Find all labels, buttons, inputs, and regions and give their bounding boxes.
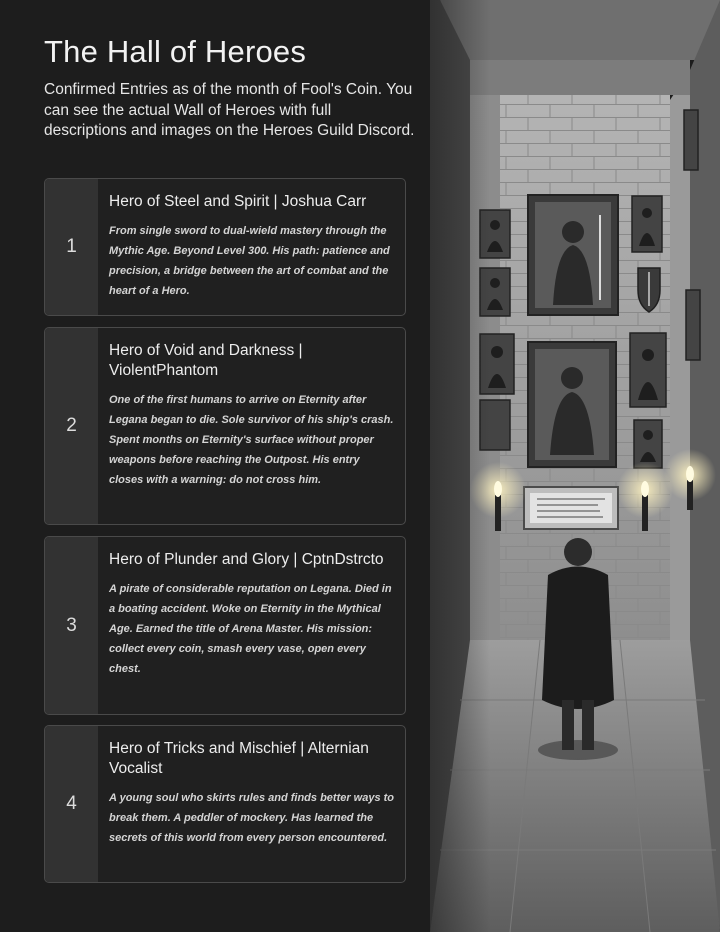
entry-title: Hero of Plunder and Glory | CptnDstrcto (109, 551, 384, 568)
entry-title: Hero of Void and Darkness | ViolentPhantom (109, 342, 303, 379)
entry-body (98, 537, 405, 714)
entry-number: 2 (45, 328, 98, 524)
memorial-plaque-icon (524, 487, 618, 529)
entry-description: From single sword to dual-wield mastery through the Mythic Age. Beyond Level 300. His path: patience and precision, a bridge between the art of combat and the heart of a Hero. (109, 225, 390, 297)
entry-number: 4 (45, 726, 98, 882)
intro-text: Confirmed Entries as of the month of Fool's Coin. You can see the actual Wall of Heroes with full descriptions and images on the Heroes Guild Discord. (44, 81, 415, 139)
entry-title: Hero of Tricks and Mischief | Alternian Vocalist (109, 740, 369, 777)
hero-entry-card (44, 327, 406, 525)
hero-portrait-icon (528, 195, 618, 315)
entry-description: One of the first humans to arrive on Eternity after Legana began to die. Sole survivor of his ship's crash. Spent months on Eternity's surface without proper weapons before reaching the Outpost. His entry closes with a warning: do not cross him. (109, 394, 394, 486)
entry-description: A young soul who skirts rules and finds better ways to break them. A peddler of mockery. Has learned the secrets of this world from every person encountered. (109, 792, 395, 844)
entry-body (98, 726, 405, 882)
hero-entry-card (44, 178, 406, 316)
page-title: The Hall of Heroes (44, 34, 307, 69)
entry-body (98, 179, 405, 315)
hero-entry-card (44, 725, 406, 883)
entry-title: Hero of Steel and Spirit | Joshua Carr (109, 193, 367, 210)
entry-number: 3 (45, 537, 98, 714)
entry-body (98, 328, 405, 524)
entry-number: 1 (45, 179, 98, 315)
hero-entry-card (44, 536, 406, 715)
entry-description: A pirate of considerable reputation on Legana. Died in a boating accident. Woke on Eternity in the Mythical Age. Earned the title of Arena Master. His mission: collect every coin, smash every vase, open every chest. (109, 583, 392, 675)
